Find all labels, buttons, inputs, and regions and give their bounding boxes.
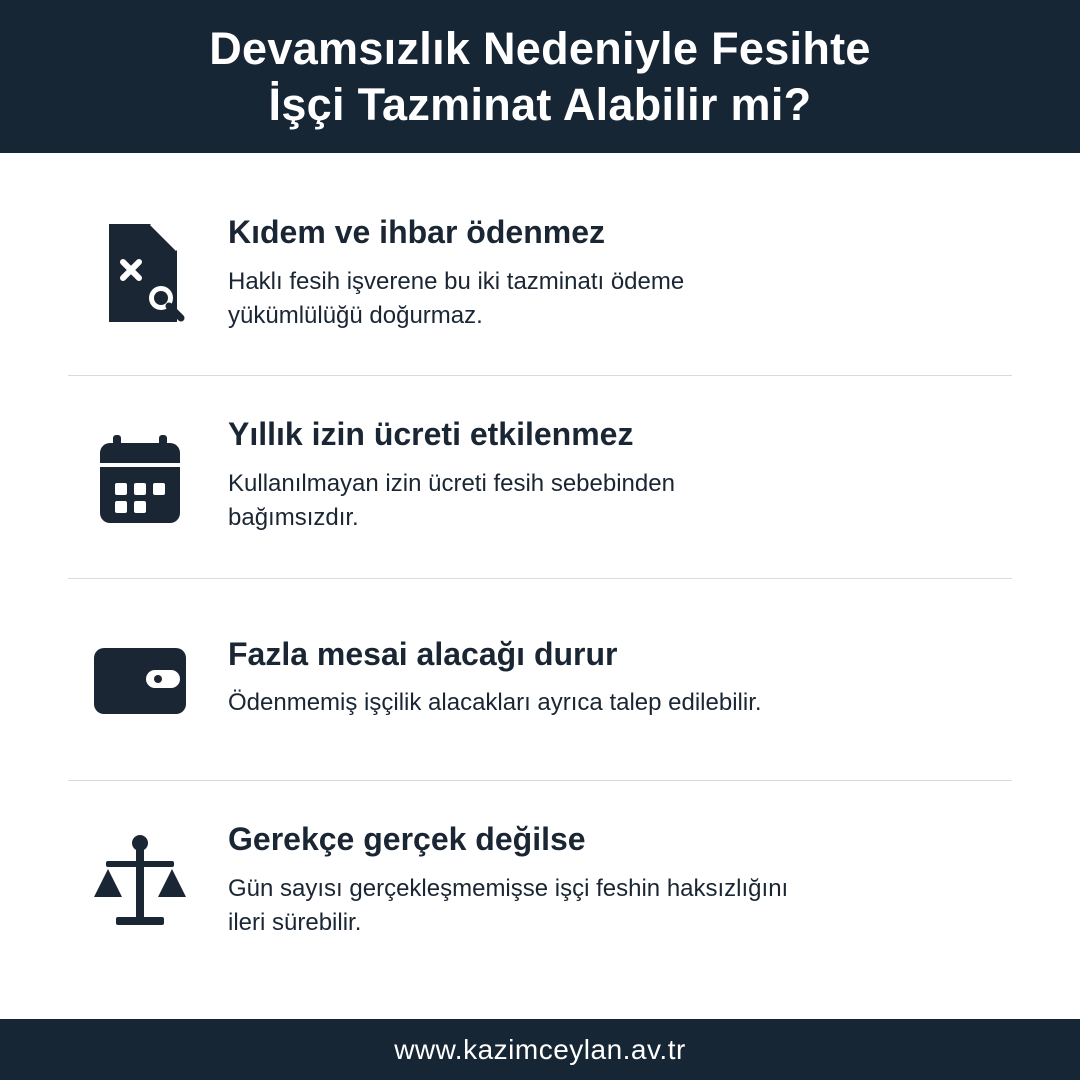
item-description-line: Gün sayısı gerçekleşmemişse işçi feshin haksızlığını	[228, 875, 789, 902]
divider	[68, 780, 1012, 781]
item-description	[228, 467, 928, 535]
document-search-x-icon	[90, 218, 190, 328]
item-title: Fazla mesai alacağı durur	[228, 636, 618, 672]
item-description-line: Haklı fesih işverene bu iki tazminatı ödeme	[228, 268, 685, 295]
item-description-line: bağımsızdır.	[228, 504, 359, 531]
calendar-icon	[90, 420, 190, 530]
item-description-line: Kullanılmayan izin ücreti fesih sebebinden	[228, 470, 675, 497]
item-title: Kıdem ve ihbar ödenmez	[228, 214, 605, 250]
item-title: Yıllık izin ücreti etkilenmez	[228, 416, 634, 452]
item-description	[228, 686, 928, 720]
page-title-line-2: İşçi Tazminat Alabilir mi?	[268, 78, 812, 130]
divider	[68, 578, 1012, 579]
item-description	[228, 872, 928, 940]
wallet-icon	[90, 626, 190, 736]
header-banner	[0, 0, 1080, 153]
item-description-line: Ödenmemiş işçilik alacakları ayrıca talep edilebilir.	[228, 689, 762, 716]
item-description-line: yükümlülüğü doğurmaz.	[228, 302, 483, 329]
scales-icon	[90, 826, 190, 936]
page-title-line-1: Devamsızlık Nedeniyle Fesihte	[209, 22, 871, 74]
item-description-line: ileri sürebilir.	[228, 909, 362, 936]
item-title: Gerekçe gerçek değilse	[228, 821, 586, 857]
divider	[68, 375, 1012, 376]
item-description	[228, 265, 928, 333]
footer-banner	[0, 1019, 1080, 1080]
website-link[interactable]: www.kazimceylan.av.tr	[394, 1033, 686, 1065]
